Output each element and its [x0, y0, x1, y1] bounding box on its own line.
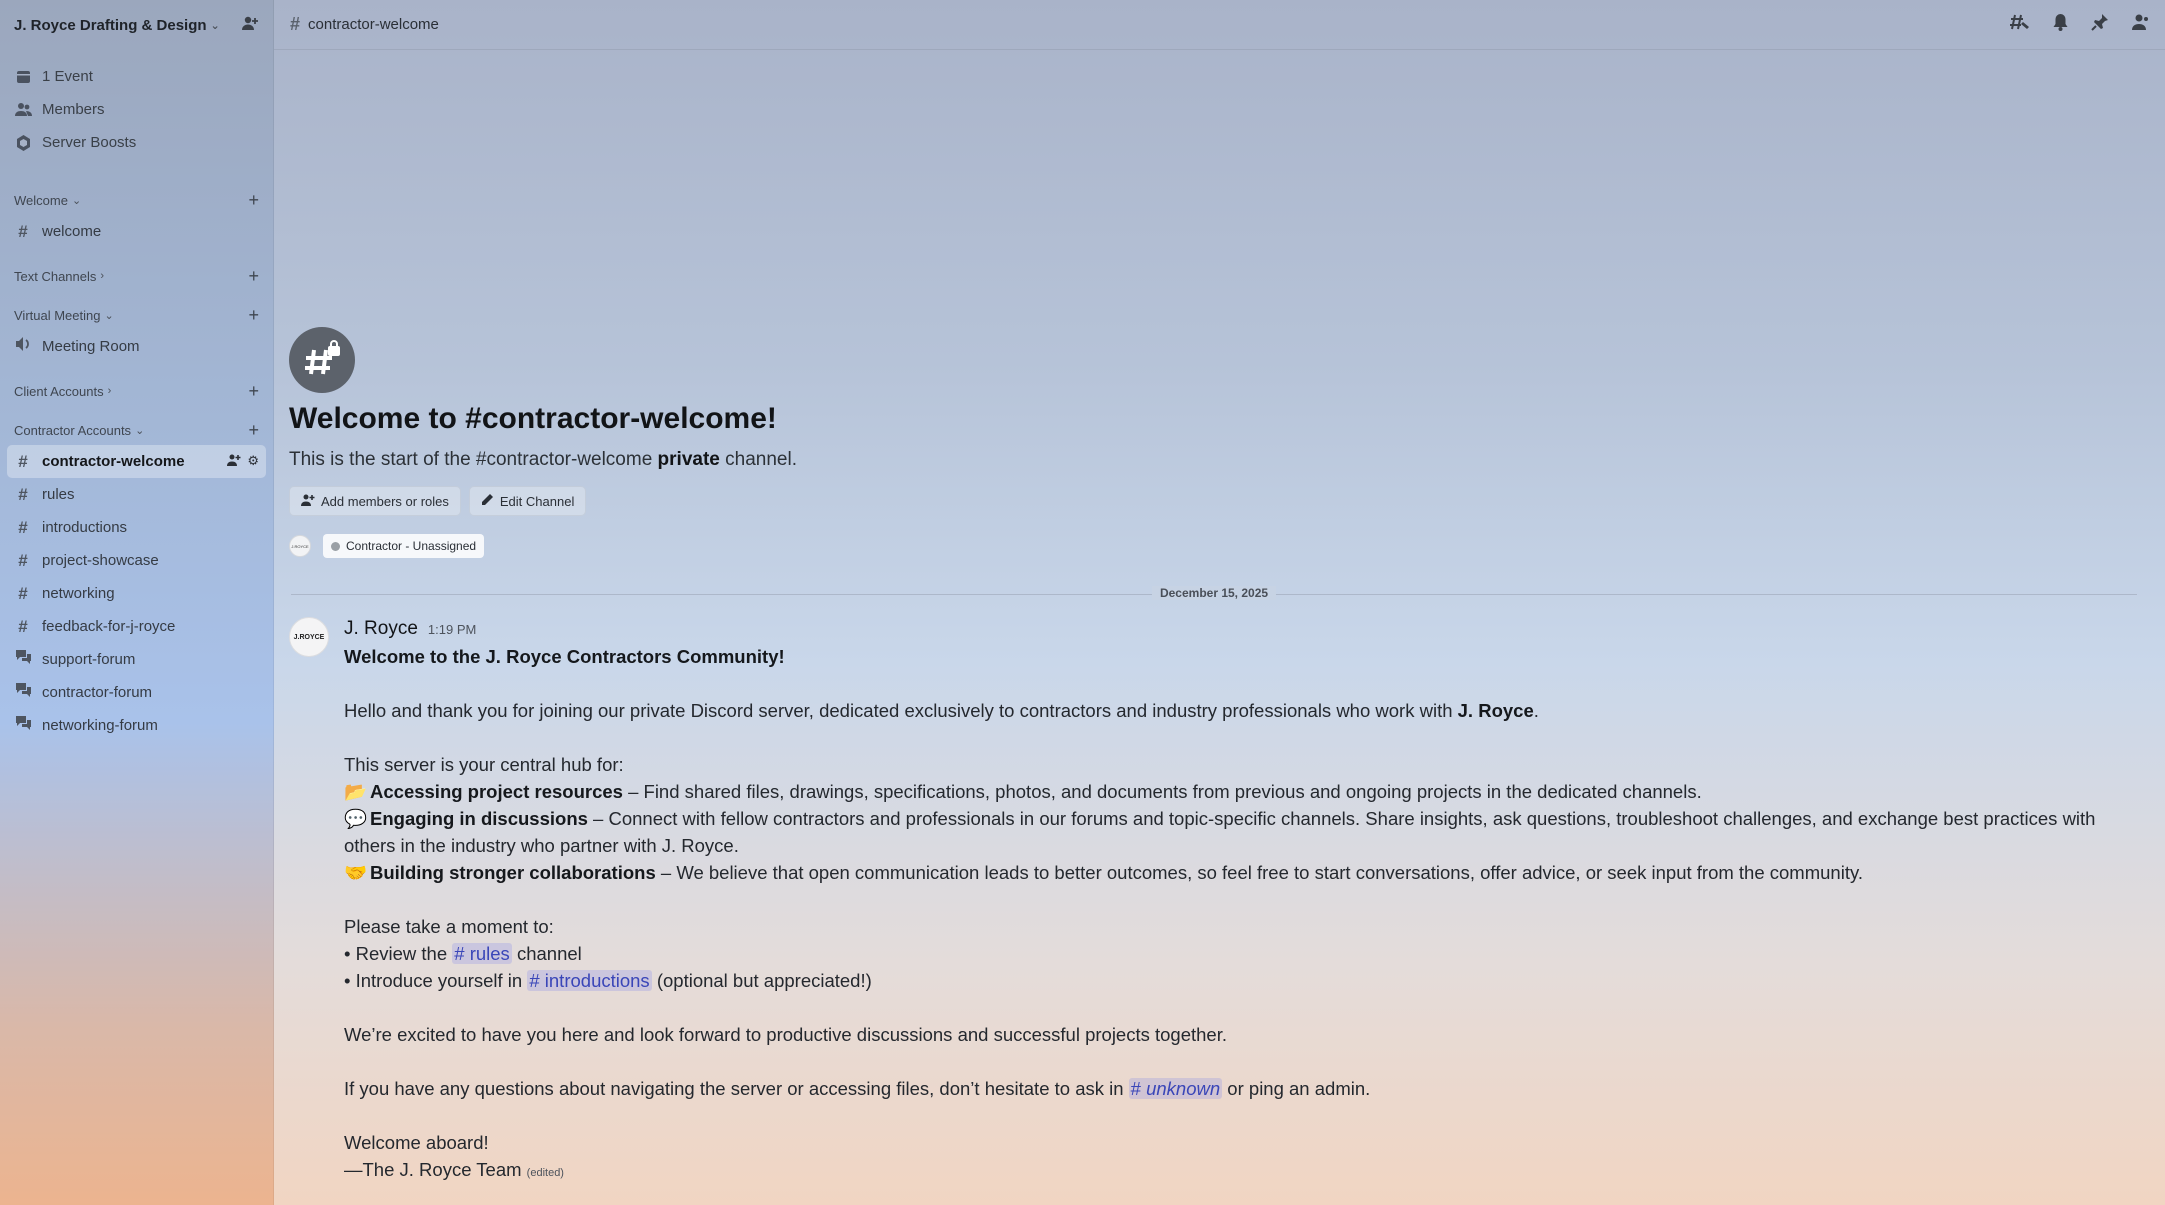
chevron-down-icon: ⌄	[71, 194, 82, 207]
category-text-label: Text Channels	[14, 268, 97, 284]
private-channel-icon	[289, 327, 355, 393]
chevron-right-icon: ›	[100, 270, 105, 282]
list1-post: channel	[511, 943, 582, 964]
message-aboard: Welcome aboard!	[344, 1132, 489, 1153]
boost-icon	[14, 134, 32, 152]
forum-icon	[14, 649, 32, 670]
channel-title: contractor-welcome	[308, 16, 439, 33]
channel-introductions[interactable]	[7, 511, 266, 544]
chevron-down-icon: ⌄	[104, 309, 114, 322]
unknown-channel-mention[interactable]: # unknown	[1130, 1078, 1221, 1099]
list1-pre: • Review the	[344, 943, 453, 964]
speech-bubble-icon: 💬	[344, 808, 368, 829]
add-members-button[interactable]	[289, 486, 461, 516]
pin-icon[interactable]	[2091, 13, 2109, 36]
category-contractor-label: Contractor Accounts	[14, 422, 132, 438]
invite-icon[interactable]	[227, 453, 241, 470]
private-hash-icon: #	[18, 550, 28, 570]
channel-label: networking-forum	[42, 717, 158, 734]
create-channel-icon[interactable]: +	[248, 190, 259, 210]
category-welcome[interactable]	[0, 189, 273, 211]
message-author[interactable]: J. Royce	[344, 618, 418, 639]
create-channel-icon[interactable]: +	[248, 381, 259, 401]
list2-pre: • Introduce yourself in	[344, 970, 528, 991]
avatar[interactable]: J.ROYCE	[289, 617, 329, 657]
member-avatar[interactable]: J.ROYCE	[289, 535, 311, 557]
gear-icon[interactable]: ⚙	[247, 453, 259, 468]
category-client-label: Client Accounts	[14, 383, 104, 399]
server-boosts-label: Server Boosts	[42, 134, 137, 151]
pencil-icon	[481, 493, 494, 509]
channel-welcome[interactable]	[7, 215, 266, 248]
message-timestamp: 1:19 PM	[427, 622, 477, 637]
channel-rules[interactable]	[7, 478, 266, 511]
message	[344, 615, 2134, 1187]
channel-label: Meeting Room	[42, 338, 140, 355]
notification-bell-icon[interactable]	[2052, 13, 2069, 36]
category-virtual-label: Virtual Meeting	[14, 307, 101, 323]
channel-label: contractor-forum	[42, 684, 153, 701]
role-color-dot	[331, 542, 340, 551]
private-hash-icon: #	[18, 451, 28, 471]
bullet2-bold: Engaging in discussions	[370, 808, 588, 829]
chevron-down-icon: ⌄	[135, 424, 145, 437]
handshake-icon: 🤝	[344, 862, 368, 883]
channel-label: introductions	[42, 519, 128, 536]
introductions-channel-mention[interactable]: # introductions	[529, 970, 650, 991]
channel-label: rules	[42, 486, 75, 503]
edited-tag: (edited)	[526, 1167, 564, 1179]
forum-icon	[14, 682, 32, 703]
welcome-sub-post: channel.	[719, 449, 797, 470]
threads-icon[interactable]	[2010, 13, 2030, 36]
create-channel-icon[interactable]: +	[248, 266, 259, 286]
welcome-sub-pre: This is the start of the #contractor-welcome	[289, 449, 658, 470]
channel-label: contractor-welcome	[42, 453, 185, 470]
members-icon	[14, 101, 32, 119]
members-item[interactable]	[0, 93, 273, 126]
server-sidebar	[0, 0, 274, 1205]
message-hub-intro: This server is your central hub for:	[344, 754, 624, 775]
unknown-channel-label: unknown	[1146, 1078, 1221, 1099]
welcome-sub-bold: private	[657, 449, 720, 470]
message-heading: Welcome to the J. Royce Contractors Community!	[344, 646, 785, 667]
list2-post: (optional but appreciated!)	[651, 970, 872, 991]
hash-icon: #	[18, 221, 28, 241]
bullet1-text: – Find shared files, drawings, specifications, photos, and documents from previous and ongoing projects in the dedicated channels.	[622, 781, 1702, 802]
bullet1-bold: Accessing project resources	[370, 781, 623, 802]
folder-icon: 📂	[344, 781, 368, 802]
message-excited: We’re excited to have you here and look forward to productive discussions and successful projects together.	[344, 1024, 1228, 1045]
category-client-accounts[interactable]	[0, 380, 273, 402]
channel-label: support-forum	[42, 651, 136, 668]
private-hash-icon: #	[18, 616, 28, 636]
question-post: or ping an admin.	[1222, 1078, 1371, 1099]
channel-contractor-welcome[interactable]	[7, 445, 266, 478]
role-label: Contractor - Unassigned	[346, 539, 477, 553]
message-p1-post: .	[1533, 700, 1539, 721]
channel-contractor-forum[interactable]	[7, 676, 266, 709]
channel-project-showcase[interactable]	[7, 544, 266, 577]
channel-meeting-room[interactable]	[7, 330, 266, 363]
welcome-title: Welcome to #contractor-welcome!	[289, 402, 777, 435]
message-moment: Please take a moment to:	[344, 916, 554, 937]
forum-icon	[14, 715, 32, 736]
channel-label: feedback-for-j-royce	[42, 618, 176, 635]
member-list-icon[interactable]	[2131, 13, 2149, 36]
private-hash-icon: #	[290, 14, 301, 34]
server-name: J. Royce Drafting & Design	[14, 16, 207, 34]
create-channel-icon[interactable]: +	[248, 305, 259, 325]
server-header[interactable]	[0, 0, 273, 50]
events-item[interactable]	[0, 60, 273, 93]
question-pre: If you have any questions about navigating the server or accessing files, don’t hesitate to ask in	[344, 1078, 1129, 1099]
private-hash-icon: #	[18, 583, 28, 603]
create-channel-icon[interactable]: +	[248, 420, 259, 440]
server-boosts-item[interactable]	[0, 126, 273, 159]
edit-channel-button[interactable]	[469, 486, 586, 516]
edit-channel-label: Edit Channel	[499, 493, 575, 509]
add-members-label: Add members or roles	[321, 493, 449, 509]
speaker-icon	[14, 336, 32, 357]
date-divider-label: December 15, 2025	[1152, 586, 1276, 600]
add-member-icon	[301, 493, 315, 510]
private-hash-icon: #	[18, 484, 28, 504]
message-p1-pre: Hello and thank you for joining our private Discord server, dedicated exclusively to contractors and industry professionals who work with	[344, 700, 1458, 721]
welcome-subtitle	[289, 449, 797, 471]
channel-label: welcome	[42, 223, 102, 240]
bullet3-bold: Building stronger collaborations	[370, 862, 656, 883]
channel-header	[274, 0, 2165, 50]
chevron-down-icon: ⌄	[210, 19, 220, 32]
bullet2-text: – Connect with fellow contractors and professionals in our forums and topic-specific channels. Share insights, ask questions, troubleshoot challenges, and exchange best practices with others in the industry who partner with J. Royce.	[344, 808, 2096, 856]
message-p1-bold: J. Royce	[1457, 700, 1534, 721]
category-text-channels[interactable]	[0, 265, 273, 287]
channel-networking[interactable]	[7, 577, 266, 610]
category-virtual-meeting[interactable]	[0, 304, 273, 326]
events-label: 1 Event	[42, 68, 93, 85]
channel-label: networking	[42, 585, 115, 602]
rules-channel-mention[interactable]: # rules	[454, 943, 510, 964]
chevron-right-icon: ›	[107, 385, 112, 397]
private-hash-icon: #	[18, 517, 28, 537]
category-welcome-label: Welcome	[14, 192, 68, 208]
invite-people-icon[interactable]	[241, 14, 259, 36]
message-signature: —The J. Royce Team	[344, 1159, 522, 1180]
calendar-icon	[14, 68, 32, 86]
role-pill[interactable]	[323, 534, 484, 558]
members-label: Members	[42, 101, 105, 118]
category-contractor-accounts[interactable]	[0, 419, 273, 441]
channel-label: project-showcase	[42, 552, 159, 569]
channel-networking-forum[interactable]	[7, 709, 266, 742]
bullet3-text: – We believe that open communication leads to better outcomes, so feel free to start conversations, offer advice, or seek input from the community.	[655, 862, 1863, 883]
message-area	[274, 50, 2165, 1205]
channel-feedback-for-j-royce[interactable]	[7, 610, 266, 643]
channel-support-forum[interactable]	[7, 643, 266, 676]
date-divider	[291, 586, 2137, 600]
